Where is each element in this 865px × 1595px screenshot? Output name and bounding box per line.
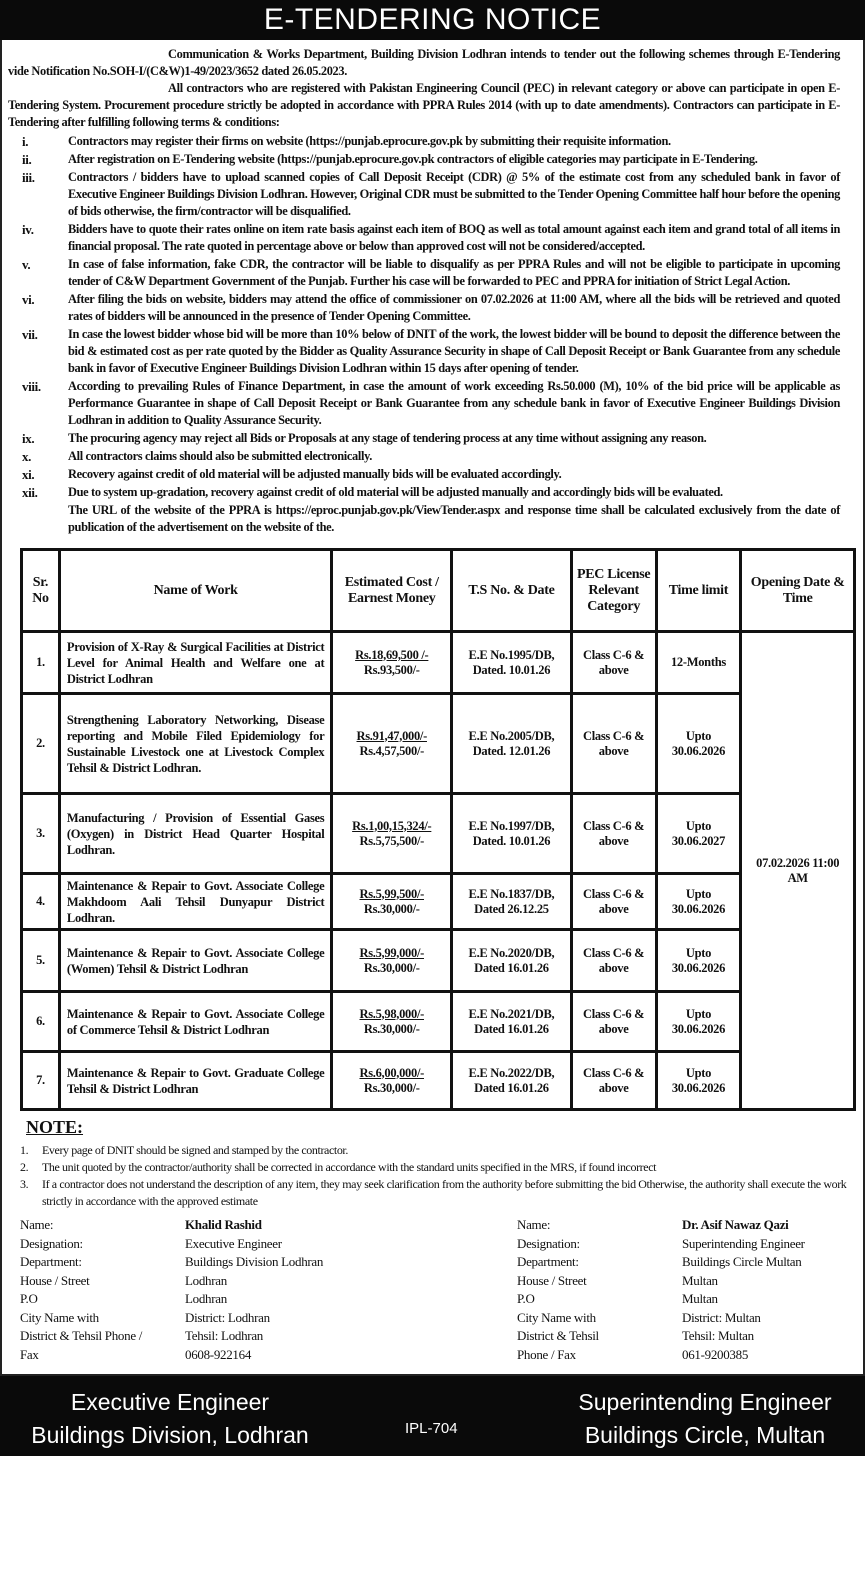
contact-row bbox=[20, 1309, 517, 1328]
condition-number: viii. bbox=[22, 379, 41, 394]
contact-row bbox=[20, 1253, 517, 1272]
serial-number: 3. bbox=[22, 794, 60, 874]
cost-cell bbox=[332, 1052, 452, 1110]
condition-item bbox=[8, 326, 840, 377]
time-limit: Upto 30.06.2026 bbox=[656, 992, 741, 1052]
contact-value: Khalid Rashid bbox=[185, 1217, 262, 1232]
contact-label: Designation: bbox=[20, 1235, 83, 1251]
table-header-row bbox=[22, 550, 855, 632]
note-text: Every page of DNIT should be signed and stamped by the contractor. bbox=[42, 1143, 348, 1157]
condition-text: In case the lowest bidder whose bid will be more than 10% below of DNIT of the work, the lowest bidder will be bound to deposit the difference between the bid & estimated cost as per rate quoted by the Bidder as Quality Assurance Security in shape of Call Deposit Receipt or Bank Guarantee from any schedule bank in favor of Executive Engineer Buildings Division Lodhran within 15 days after opening of tender. bbox=[68, 327, 840, 375]
column-header: PEC License Relevant Category bbox=[571, 550, 656, 632]
condition-text: The procuring agency may reject all Bids or Proposals at any stage of tendering process at any time without assigning any reason. bbox=[68, 431, 707, 445]
condition-number: i. bbox=[22, 134, 29, 149]
opening-date-time: 07.02.2026 11:00 AM bbox=[741, 632, 855, 1110]
contact-row bbox=[20, 1327, 517, 1346]
condition-item bbox=[8, 133, 840, 150]
serial-number: 5. bbox=[22, 930, 60, 992]
contact-label: P.O bbox=[20, 1291, 38, 1306]
contact-label: Name: bbox=[20, 1217, 54, 1232]
earnest-money: Rs.93,500/- bbox=[363, 662, 420, 677]
contact-row bbox=[517, 1235, 805, 1254]
serial-number: 7. bbox=[22, 1052, 60, 1110]
footer-right bbox=[565, 1386, 845, 1452]
intro-paragraph: Communication & Works Department, Building Division Lodhran intends to tender out the following schemes through E-Tendering vide Notification No.SOH-I/(C&W)1-49/2023/3652 dated 26.05.2023. bbox=[8, 47, 840, 78]
column-header: Opening Date & Time bbox=[741, 550, 855, 632]
time-limit: Upto 30.06.2026 bbox=[656, 874, 741, 930]
ad-code: IPL-704 bbox=[405, 1420, 458, 1437]
work-name: Maintenance & Repair to Govt. Associate College of Commerce Tehsil & District Lodhran bbox=[59, 992, 331, 1052]
condition-item bbox=[8, 151, 840, 168]
table-row bbox=[22, 992, 855, 1052]
serial-number: 6. bbox=[22, 992, 60, 1052]
condition-number: iv. bbox=[22, 222, 34, 237]
contact-label: Fax bbox=[20, 1346, 39, 1362]
contact-label: Department: bbox=[517, 1254, 579, 1269]
condition-item bbox=[8, 256, 840, 290]
condition-number: ii. bbox=[22, 152, 32, 167]
condition-text: Due to system up-gradation, recovery against credit of old material will be adjusted manually and accordingly bids will be evaluated. bbox=[68, 485, 723, 499]
contact-row bbox=[20, 1272, 517, 1291]
note-number: 3. bbox=[20, 1177, 29, 1191]
condition-number: v. bbox=[22, 257, 31, 272]
contact-executive-engineer bbox=[20, 1216, 517, 1364]
footer-left bbox=[20, 1386, 320, 1452]
note-item bbox=[20, 1159, 856, 1176]
condition-text: In case of false information, fake CDR, the contractor will be liable to disqualify as per PPRA Rules and will not be eligible to participate in upcoming tender of C&W Department Government of the Punjab. Further his case will be forwarded to PEC and PPRA for initiation of Strict Legal Action. bbox=[68, 257, 840, 288]
condition-item bbox=[8, 466, 840, 483]
work-name: Maintenance & Repair to Govt. Graduate College Tehsil & District Lodhran bbox=[59, 1052, 331, 1110]
condition-item bbox=[8, 221, 840, 255]
ts-number-date: E.E No.2022/DB, Dated 16.01.26 bbox=[452, 1052, 572, 1110]
condition-number: vii. bbox=[22, 327, 38, 342]
ts-number-date: E.E No.2005/DB, Dated. 12.01.26 bbox=[452, 694, 572, 794]
estimated-cost: Rs.5,99,000/- bbox=[359, 945, 424, 960]
contact-value: Multan bbox=[682, 1272, 718, 1288]
footer-left-title: Executive Engineer bbox=[70, 1389, 270, 1415]
column-header: Name of Work bbox=[59, 550, 331, 632]
contact-value: 061-9200385 bbox=[682, 1346, 749, 1362]
earnest-money: Rs.30,000/- bbox=[363, 960, 420, 975]
contact-label: Name: bbox=[517, 1217, 551, 1232]
notice-title: E-TENDERING NOTICE bbox=[0, 0, 865, 40]
condition-item bbox=[8, 378, 840, 429]
table-row bbox=[22, 794, 855, 874]
time-limit: Upto 30.06.2027 bbox=[656, 794, 741, 874]
note-item bbox=[20, 1176, 856, 1210]
contact-row bbox=[517, 1346, 805, 1365]
condition-text: Contractors may register their firms on website (https://punjab.eprocure.gov.pk by submitting their requisite information. bbox=[68, 134, 671, 148]
condition-text: According to prevailing Rules of Finance Department, in case the amount of work exceeding Rs.50.000 (M), 10% of the bid price will be applicable as Performance Guarantee in shape of Call Deposit Receipt or Bank Guarantee from any schedule bank in favor of Executive Engineer Buildings Division Lodhran in addition to Quality Assurance Security. bbox=[68, 379, 840, 427]
contact-label: House / Street bbox=[517, 1272, 587, 1288]
contact-value: Lodhran bbox=[185, 1272, 227, 1288]
cost-cell bbox=[332, 874, 452, 930]
intro-section bbox=[8, 46, 840, 536]
condition-item bbox=[8, 291, 840, 325]
contact-row bbox=[20, 1235, 517, 1254]
note-text: The unit quoted by the contractor/authority shall be corrected in accordance with the standard units specified in the MRS, if found incorrect bbox=[42, 1160, 657, 1174]
condition-number: vi. bbox=[22, 292, 35, 307]
contact-label: City Name with bbox=[517, 1309, 596, 1325]
estimated-cost: Rs.6,00,000/- bbox=[359, 1065, 424, 1080]
condition-text: After filing the bids on website, bidders may attend the office of commissioner on 07.02.2026 at 11:00 AM, where all the bids will be retrieved and quoted rates of bidders will be announced in the presence of Tender Opening Committee. bbox=[68, 292, 840, 323]
note-text: If a contractor does not understand the description of any item, they may seek clarification from the authority before submitting the bid Otherwise, the authority shall execute the work strictly in accordance with the approved estimate bbox=[42, 1177, 847, 1208]
contact-row bbox=[517, 1216, 805, 1235]
cost-cell bbox=[332, 992, 452, 1052]
condition-number: x. bbox=[22, 449, 32, 464]
work-name: Provision of X-Ray & Surgical Facilities at District Level for Animal Health and Welfare one at District Lodhran bbox=[59, 632, 331, 694]
ts-number-date: E.E No.2020/DB, Dated 16.01.26 bbox=[452, 930, 572, 992]
work-name: Manufacturing / Provision of Essential Gases (Oxygen) in District Head Quarter Hospital Lodhran. bbox=[59, 794, 331, 874]
contact-label: House / Street bbox=[20, 1272, 90, 1288]
earnest-money: Rs.30,000/- bbox=[363, 1021, 420, 1036]
condition-text: Bidders have to quote their rates online on item rate basis against each item of BOQ as well as total amount against each item and grand total of all items in financial proposal. The rate quoted in percentage above or below than approved cost will not be considered/accepted. bbox=[68, 222, 840, 253]
intro-paragraph: All contractors who are registered with Pakistan Engineering Council (PEC) in relevant category or above can participate in open E-Tendering System. Procurement procedure strictly be adopted in accordance with PPRA Rules 2014 (with up to date amendments). Contractors can participate in E-Tendering after fulfilling following terms & conditions: bbox=[8, 81, 840, 129]
contact-value: Buildings Division Lodhran bbox=[185, 1254, 324, 1269]
ts-number-date: E.E No.1997/DB, Dated. 10.01.26 bbox=[452, 794, 572, 874]
earnest-money: Rs.5,75,500/- bbox=[359, 833, 424, 848]
serial-number: 4. bbox=[22, 874, 60, 930]
contact-value: District: Multan bbox=[682, 1309, 761, 1325]
estimated-cost: Rs.5,98,000/- bbox=[359, 1006, 424, 1021]
contact-value: District: Lodhran bbox=[185, 1309, 270, 1325]
table-row bbox=[22, 1052, 855, 1110]
condition-item bbox=[8, 502, 840, 536]
contact-row bbox=[517, 1327, 805, 1346]
estimated-cost: Rs.18,69,500 /- bbox=[355, 647, 429, 662]
estimated-cost: Rs.5,99,500/- bbox=[359, 886, 424, 901]
condition-item bbox=[8, 169, 840, 220]
work-name: Strengthening Laboratory Networking, Disease reporting and Mobile Filed Epidemiology for Sustainable Livestock one at Livestock Complex Tehsil & District Lodhran. bbox=[59, 694, 331, 794]
cost-cell bbox=[332, 632, 452, 694]
condition-text: After registration on E-Tendering website (https://punjab.eprocure.gov.pk contractors of eligible categories may participate in E-Tendering. bbox=[68, 152, 758, 166]
contact-label: Phone / Fax bbox=[517, 1346, 576, 1362]
notes-list bbox=[20, 1142, 856, 1210]
cost-cell bbox=[332, 794, 452, 874]
earnest-money: Rs.30,000/- bbox=[363, 1080, 420, 1095]
footer-right-title: Superintending Engineer bbox=[578, 1389, 832, 1415]
table-row bbox=[22, 930, 855, 992]
note-item bbox=[20, 1142, 856, 1159]
pec-category: Class C-6 & above bbox=[571, 694, 656, 794]
time-limit: Upto 30.06.2026 bbox=[656, 694, 741, 794]
serial-number: 2. bbox=[22, 694, 60, 794]
contact-superintending-engineer bbox=[517, 1216, 805, 1364]
column-header: Estimated Cost / Earnest Money bbox=[332, 550, 452, 632]
condition-number: ix. bbox=[22, 431, 35, 446]
column-header: Time limit bbox=[656, 550, 741, 632]
contact-value: Multan bbox=[682, 1291, 718, 1306]
condition-item bbox=[8, 430, 840, 447]
conditions-list bbox=[8, 133, 840, 536]
footer-right-office: Buildings Circle, Multan bbox=[584, 1422, 826, 1448]
earnest-money: Rs.4,57,500/- bbox=[359, 743, 424, 758]
table-row bbox=[22, 694, 855, 794]
earnest-money: Rs.30,000/- bbox=[363, 901, 420, 916]
notice-frame bbox=[0, 40, 865, 1376]
contact-label: Designation: bbox=[517, 1235, 580, 1251]
condition-text: All contractors claims should also be submitted electronically. bbox=[68, 449, 372, 463]
contact-value: Buildings Circle Multan bbox=[682, 1254, 802, 1269]
contact-value: Dr. Asif Nawaz Qazi bbox=[682, 1217, 789, 1232]
pec-category: Class C-6 & above bbox=[571, 992, 656, 1052]
ts-number-date: E.E No.2021/DB, Dated 16.01.26 bbox=[452, 992, 572, 1052]
table-row bbox=[22, 632, 855, 694]
pec-category: Class C-6 & above bbox=[571, 874, 656, 930]
pec-category: Class C-6 & above bbox=[571, 1052, 656, 1110]
condition-number bbox=[8, 502, 68, 536]
table-row bbox=[22, 874, 855, 930]
footer-left-office: Buildings Division, Lodhran bbox=[31, 1422, 309, 1448]
contact-row bbox=[20, 1216, 517, 1235]
time-limit: 12-Months bbox=[656, 632, 741, 694]
contact-value: 0608-922164 bbox=[185, 1346, 252, 1362]
contact-label: City Name with bbox=[20, 1309, 99, 1325]
estimated-cost: Rs.1,00,15,324/- bbox=[352, 818, 432, 833]
contact-value: Superintending Engineer bbox=[682, 1235, 805, 1251]
contact-value: Tehsil: Multan bbox=[682, 1328, 754, 1343]
ts-number-date: E.E No.1995/DB, Dated. 10.01.26 bbox=[452, 632, 572, 694]
time-limit: Upto 30.06.2026 bbox=[656, 1052, 741, 1110]
footer bbox=[0, 1376, 865, 1456]
pec-category: Class C-6 & above bbox=[571, 632, 656, 694]
column-header: T.S No. & Date bbox=[452, 550, 572, 632]
contact-row bbox=[20, 1346, 517, 1365]
estimated-cost: Rs.91,47,000/- bbox=[356, 728, 427, 743]
contact-value: Tehsil: Lodhran bbox=[185, 1328, 263, 1343]
column-header: Sr. No bbox=[22, 550, 60, 632]
note-number: 2. bbox=[20, 1160, 29, 1174]
contact-label: Department: bbox=[20, 1254, 82, 1269]
note-number: 1. bbox=[20, 1143, 29, 1157]
contact-value: Executive Engineer bbox=[185, 1235, 282, 1251]
contacts-section bbox=[20, 1216, 855, 1364]
condition-number: iii. bbox=[22, 170, 35, 185]
ts-number-date: E.E No.1837/DB, Dated 26.12.25 bbox=[452, 874, 572, 930]
contact-row bbox=[517, 1309, 805, 1328]
cost-cell bbox=[332, 694, 452, 794]
condition-item bbox=[8, 484, 840, 501]
note-heading: NOTE: bbox=[26, 1117, 84, 1137]
contact-label: District & Tehsil Phone / bbox=[20, 1328, 143, 1343]
condition-number: xii. bbox=[22, 485, 38, 500]
contact-value: Lodhran bbox=[185, 1291, 227, 1306]
pec-category: Class C-6 & above bbox=[571, 794, 656, 874]
contact-row bbox=[517, 1272, 805, 1291]
contact-row bbox=[517, 1290, 805, 1309]
tender-table bbox=[20, 548, 856, 1111]
condition-text: The URL of the website of the PPRA is https://eproc.punjab.gov.pk/ViewTender.aspx and response time shall be calculated exclusively from the date of publication of the advertisement on the website of the. bbox=[68, 503, 840, 534]
condition-item bbox=[8, 448, 840, 465]
work-name: Maintenance & Repair to Govt. Associate College (Women) Tehsil & District Lodhran bbox=[59, 930, 331, 992]
contact-row bbox=[517, 1253, 805, 1272]
condition-number: xi. bbox=[22, 467, 35, 482]
contact-label: District & Tehsil bbox=[517, 1328, 599, 1343]
work-name: Maintenance & Repair to Govt. Associate College Makhdoom Aali Tehsil Dunyapur District Lodhran. bbox=[59, 874, 331, 930]
contact-row bbox=[20, 1290, 517, 1309]
serial-number: 1. bbox=[22, 632, 60, 694]
pec-category: Class C-6 & above bbox=[571, 930, 656, 992]
condition-text: Contractors / bidders have to upload scanned copies of Call Deposit Receipt (CDR) @ 5% of the estimate cost from any scheduled bank in favor of Executive Engineer Buildings Division Lodhran. However, Original CDR must be submitted to the Tender Opening Committee half hour before the opening of bids otherwise, the firm/contractor will be disqualified. bbox=[68, 170, 840, 218]
cost-cell bbox=[332, 930, 452, 992]
contact-label: P.O bbox=[517, 1291, 535, 1306]
time-limit: Upto 30.06.2026 bbox=[656, 930, 741, 992]
condition-text: Recovery against credit of old material will be adjusted manually bids will be evaluated accordingly. bbox=[68, 467, 562, 481]
